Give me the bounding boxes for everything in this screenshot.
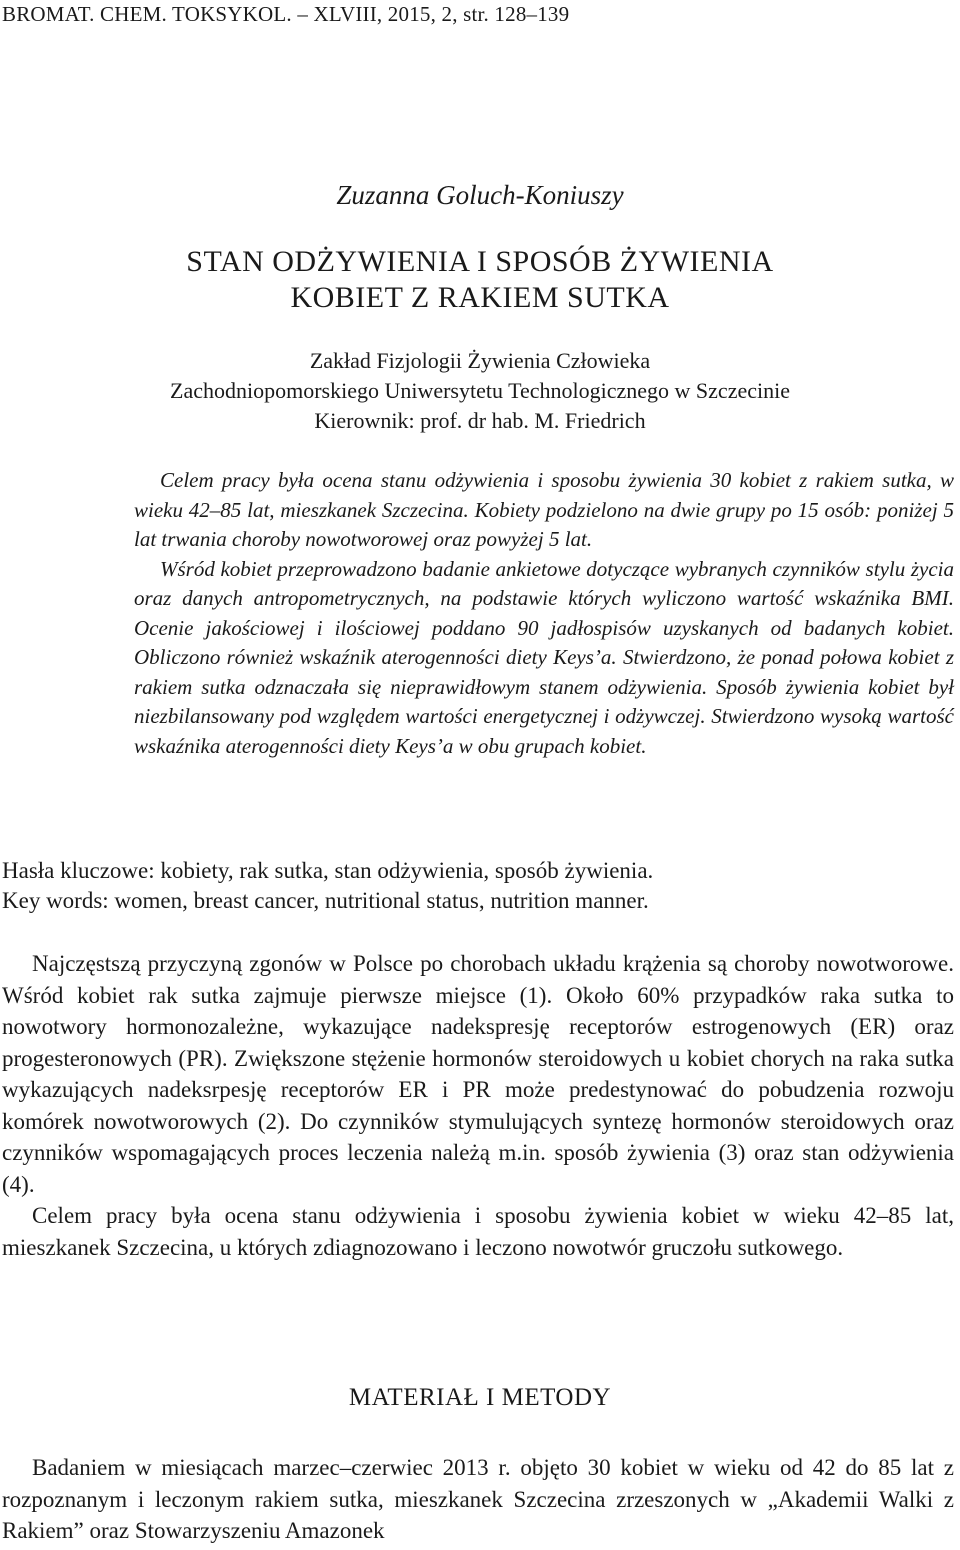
body-paragraph: Najczęstszą przyczyną zgonów w Polsce po chorobach układu krążenia są choroby nowotworowe. Wśród kobiet rak sutka zajmuje pierwsze miejsce (1). Około 60% przypadków raka sutka to nowotwory hormonozależne, wykazujące nadekspresję receptorów estrogenowych (ER) oraz progesteronowych (PR). Zwiększone stężenie hormonów steroidowych u kobiet chorych na raka sutka wykazujących nadeksrpesję receptorów ER i PR może predestynować do pobudzenia rozwoju komórek nowotworowych (2). Do czynników stymulujących syntezę hormonów steroidowych oraz czynników wspomagających proces leczenia należą m.in. sposób żywienia (3) oraz stan odżywienia (4). — [2, 951, 954, 1197]
abstract — [134, 466, 954, 761]
title-line: KOBIET Z RAKIEM SUTKA — [290, 281, 670, 314]
abstract-paragraph: Wśród kobiet przeprowadzono badanie ankietowe dotyczące wybranych czynników stylu życia oraz danych antropometrycznych, na podstawie których wyliczono wartość wskaźnika BMI. Ocenie jakościowej i ilościowej poddano 90 jadłospisów uzyskanych od badanych kobiet. Obliczono również wskaźnik aterogenności diety Keys’a. Stwierdzono, że ponad połowa kobiet z rakiem sutka odznaczała się nieprawidłowym stanem odżywienia. Sposób żywienia kobiet był niezbilansowany pod względem wartości energetycznej i odżywczej. Stwierdzono wysoką wartość wskaźnika aterogenności diety Keys’a w obu grupach kobiet. — [134, 556, 954, 758]
keywords-english: Key words: women, breast cancer, nutritional status, nutrition manner. — [2, 888, 649, 913]
title-line: STAN ODŻYWIENIA I SPOSÓB ŻYWIENIA — [186, 245, 774, 278]
introduction — [2, 948, 954, 1263]
section-heading: MATERIAŁ I METODY — [348, 1384, 612, 1411]
journal-header: BROMAT. CHEM. TOKSYKOL. – XLVIII, 2015, 2, str. 128–139 — [2, 2, 570, 26]
body-paragraph: Celem pracy była ocena stanu odżywienia i sposobu żywienia kobiet w wieku 42–85 lat, mieszkanek Szczecina, u których zdiagnozowano i leczono nowotwór gruczołu sutkowego. — [2, 1203, 954, 1260]
affiliation-line: Zachodniopomorskiego Uniwersytetu Technologicznego w Szczecinie — [170, 378, 790, 403]
keywords-polish: Hasła kluczowe: kobiety, rak sutka, stan odżywienia, sposób żywienia. — [2, 858, 654, 883]
keywords — [2, 856, 952, 916]
methods-text — [2, 1452, 954, 1547]
affiliation — [0, 346, 960, 436]
article-title — [0, 244, 960, 316]
affiliation-line: Zakład Fizjologii Żywienia Człowieka — [309, 348, 651, 373]
body-paragraph: Badaniem w miesiącach marzec–czerwiec 2013 r. objęto 30 kobiet w wieku od 42 do 85 lat z rozpoznanym i leczonym rakiem sutka, mieszkanek Szczecina zrzeszonych w „Akademii Walki z Rakiem” oraz Stowarzyszeniu Amazonek — [2, 1455, 954, 1543]
affiliation-line: Kierownik: prof. dr hab. M. Friedrich — [314, 408, 646, 433]
author-name: Zuzanna Goluch-Koniuszy — [336, 180, 624, 210]
abstract-paragraph: Celem pracy była ocena stanu odżywienia i sposobu żywienia 30 kobiet z rakiem sutka, w wieku 42–85 lat, mieszkanek Szczecina. Kobiety podzielono na dwie grupy po 15 osób: poniżej 5 lat trwania choroby nowotworowej oraz powyżej 5 lat. — [134, 468, 954, 551]
